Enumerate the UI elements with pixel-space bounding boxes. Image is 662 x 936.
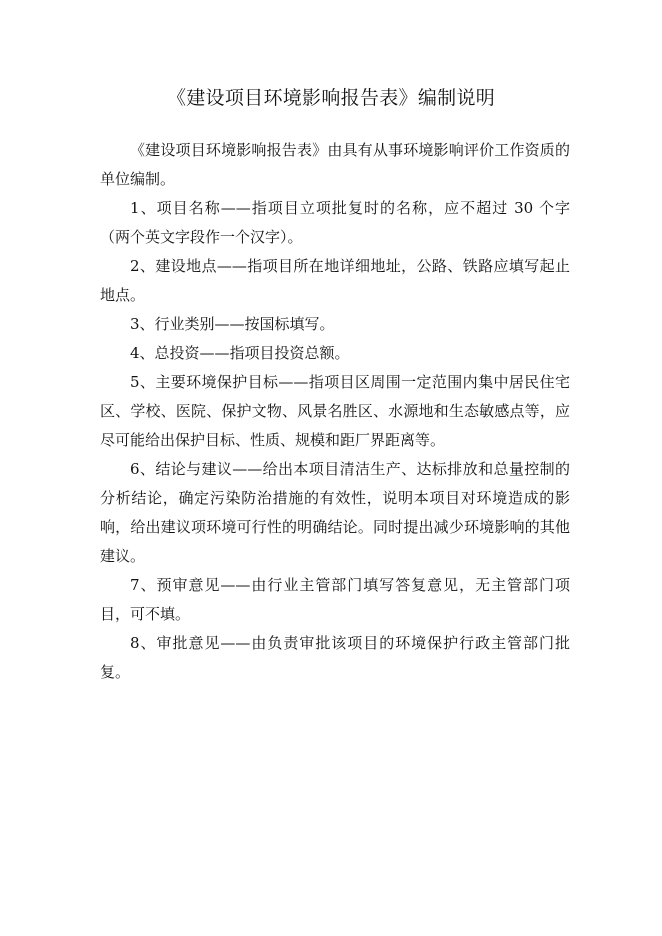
item-conclusions: 6、结论与建议——给出本项目清洁生产、达标排放和总量控制的分析结论，确定污染防治措施的有效性，说明本项目对环境造成的影响，给出建议项环境可行性的明确结论。同时提出减少环境影响的其他建议。 [100,460,570,565]
item-construction-site: 2、建设地点——指项目所在地详细地址，公路、铁路应填写起止地点。 [100,257,570,304]
item-approval: 8、审批意见——由负责审批该项目的环境保护行政主管部门批复。 [100,634,570,681]
item-protection-targets: 5、主要环境保护目标——指项目区周围一定范围内集中居民住宅区、学校、医院、保护文物、风景名胜区、水源地和生态敏感点等，应尽可能给出保护目标、性质、规模和距厂界距离等。 [100,373,570,449]
document-body [100,136,570,687]
item-project-name: 1、项目名称——指项目立项批复时的名称，应不超过 30 个字（两个英文字段作一个汉字）。 [100,199,570,246]
document-title: 《建设项目环境影响报告表》编制说明 [166,87,496,109]
item-industry-category: 3、行业类别——按国标填写。 [130,315,335,333]
intro-paragraph: 《建设项目环境影响报告表》由具有从事环境影响评价工作资质的单位编制。 [100,141,570,188]
item-total-investment: 4、总投资——指项目投资总额。 [130,344,350,362]
item-pre-review: 7、预审意见——由行业主管部门填写答复意见，无主管部门项目，可不填。 [100,576,570,623]
